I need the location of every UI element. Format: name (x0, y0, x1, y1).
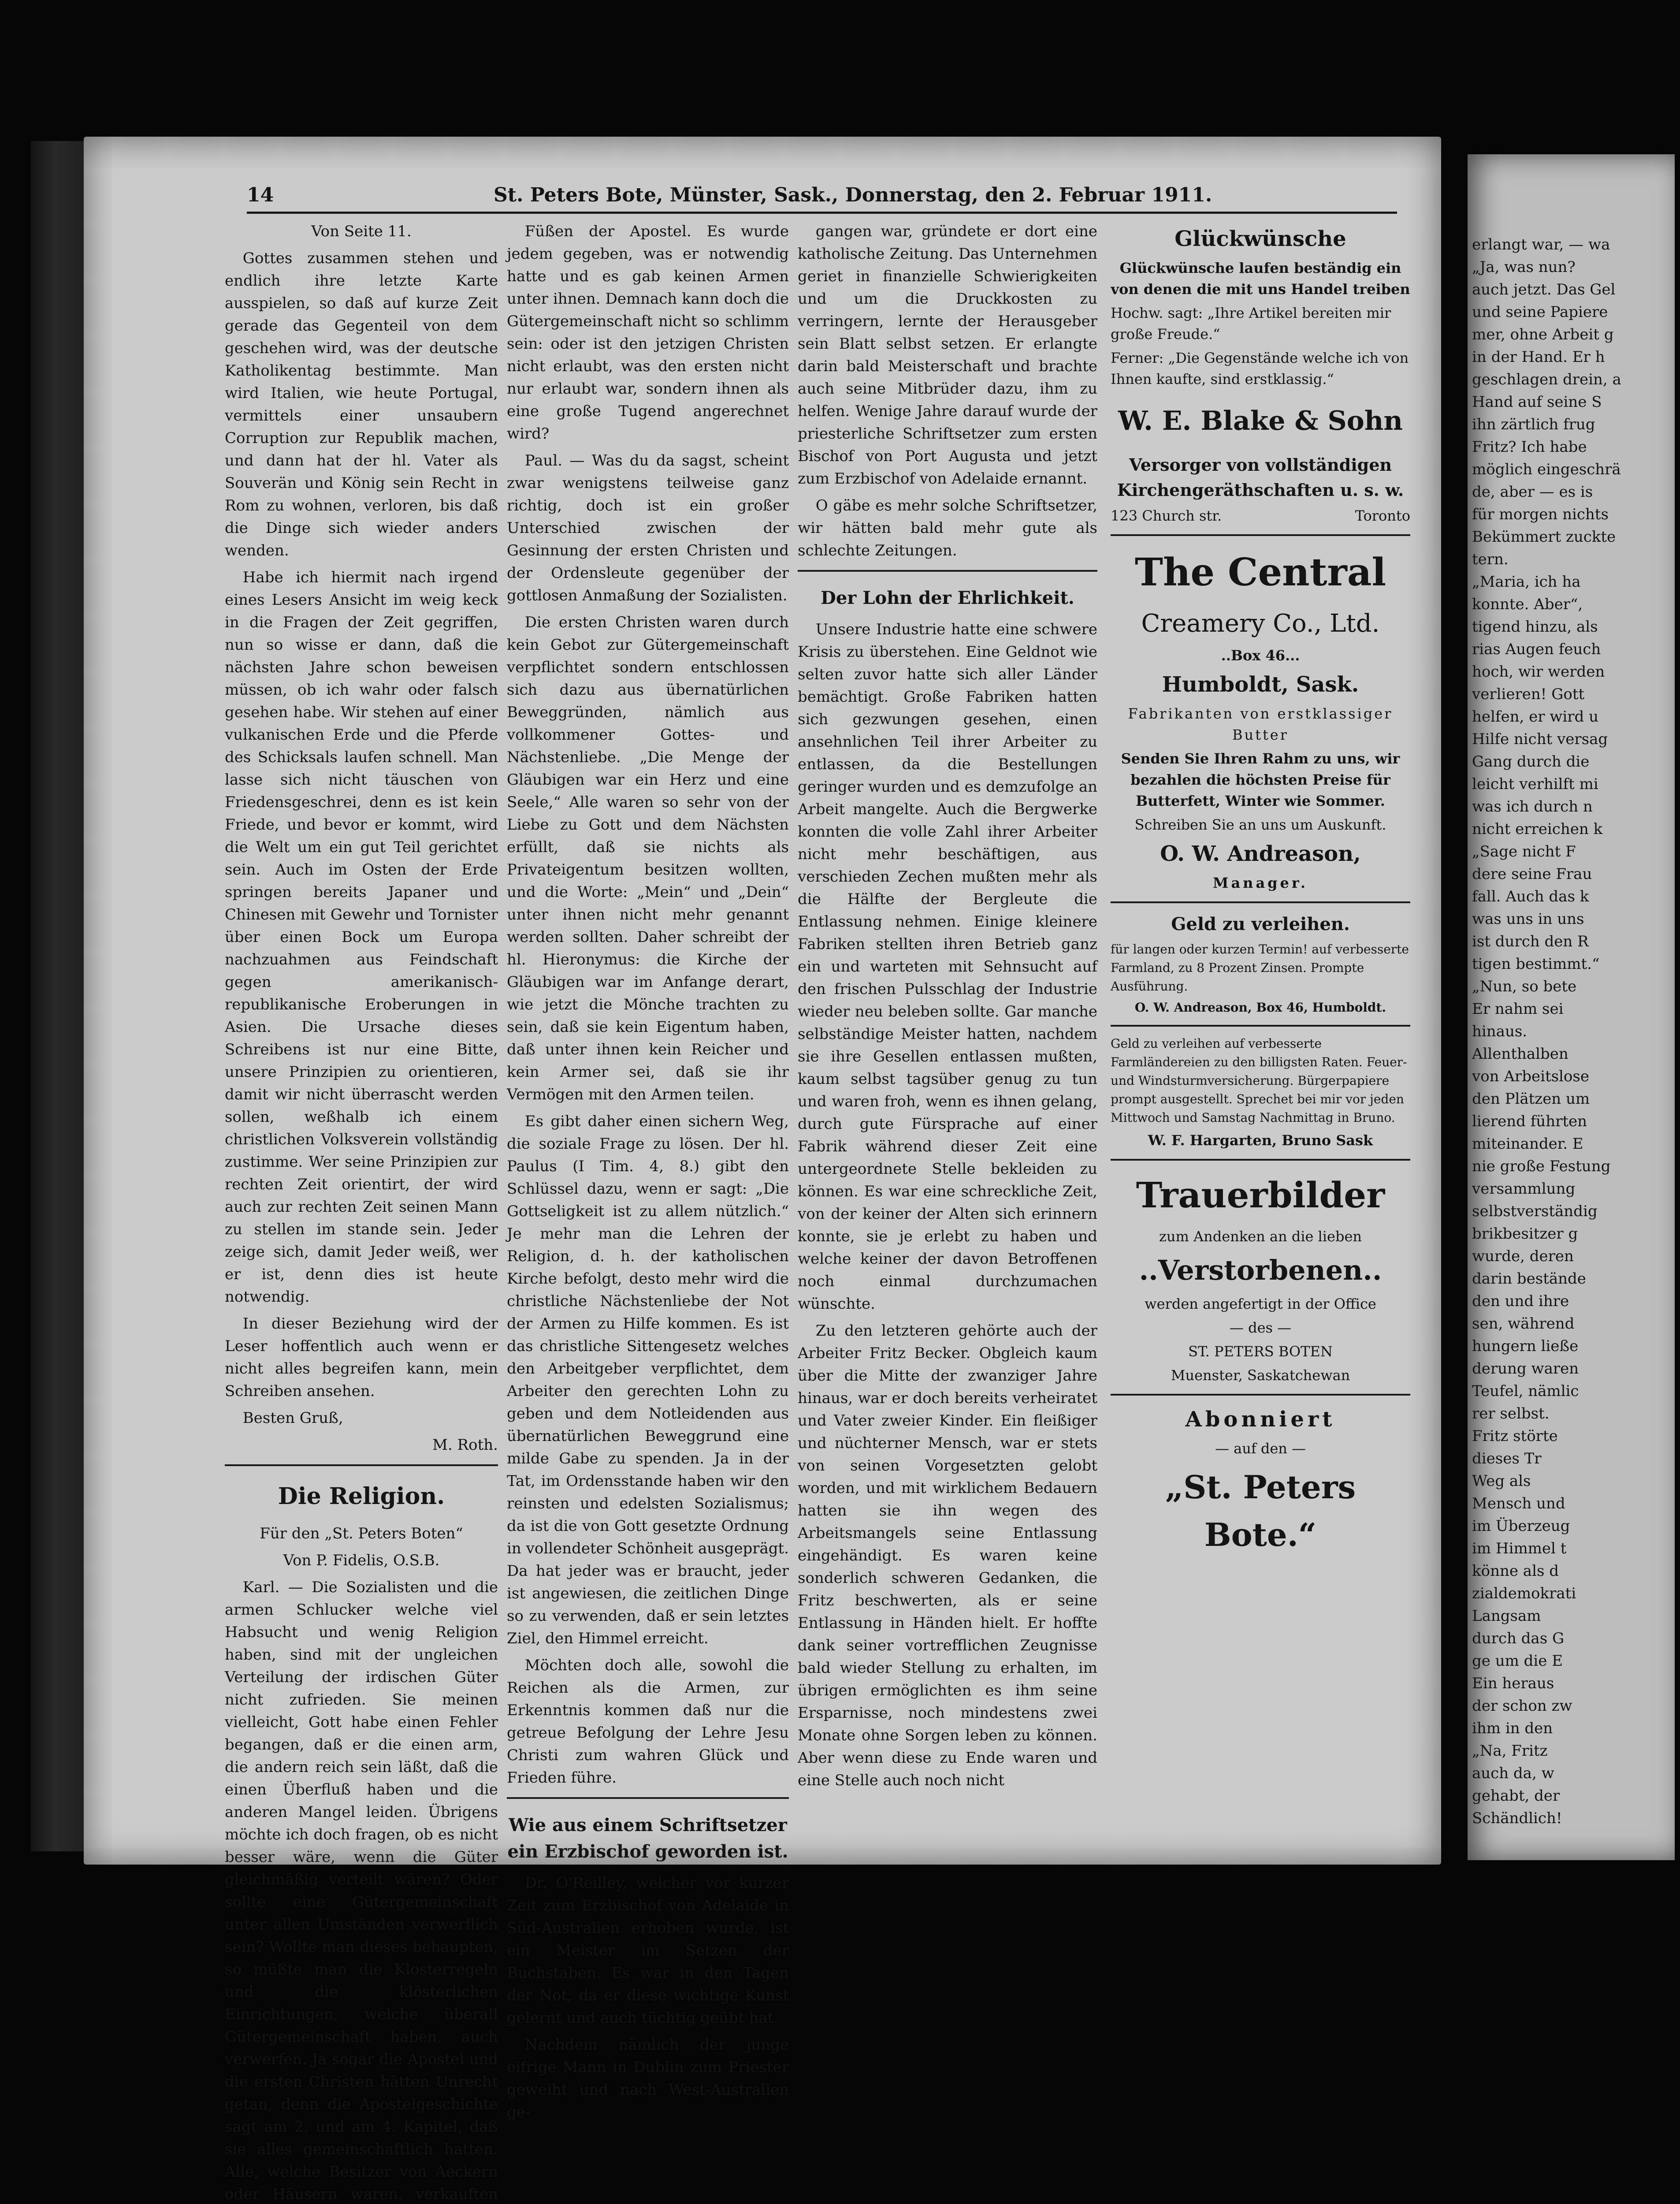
paragraph: In dieser Beziehung wird der Leser hoffentlich auch wenn er nicht alles begreifen kann, mein Schreiben ansehen. (225, 1315, 498, 1400)
ad-line: Muenster, Saskatchewan (1171, 1367, 1350, 1384)
facing-page-line: helfen, er wird u (1472, 708, 1598, 726)
ad-manager-role: Manager. (1213, 875, 1308, 891)
ads-column (1111, 220, 1410, 1563)
divider (1111, 534, 1410, 536)
divider (1111, 1394, 1410, 1396)
facing-page-line: rer selbst. (1472, 1405, 1550, 1422)
facing-page-line: konnte. Aber“, (1472, 596, 1583, 613)
facing-page-line: tern. (1472, 551, 1509, 568)
facing-page-line: rias Augen feuch (1472, 640, 1601, 658)
ad-address-row (1111, 505, 1410, 526)
facing-page-line: Langsam (1472, 1607, 1541, 1625)
article-title: Der Lohn der Ehrlichkeit. (821, 588, 1074, 608)
facing-page-line: sen, während (1472, 1315, 1575, 1333)
divider (798, 570, 1097, 572)
ad-title: Glückwünsche (1175, 227, 1346, 251)
facing-page-line: in der Hand. Er h (1472, 348, 1605, 366)
facing-page-line: Hand auf seine S (1472, 393, 1602, 411)
ad-city: Toronto (1355, 507, 1410, 524)
paragraph: Dr. O'Reilley, welcher vor kurzer Zeit zum Erzbischof von Adelaide in Süd-Australien erhoben wurde, ist ein Meister im Setzen der Buchstaben. Es war in den Tagen der Not, da er diese wichtige Kunst gelernt und auch tüchtig geübt hat. (507, 1874, 789, 2027)
facing-page-line: durch das G (1472, 1630, 1565, 1647)
ad-signature: O. W. Andreason, Box 46, Humboldt. (1134, 1000, 1386, 1015)
column-1 (225, 220, 498, 2204)
book-spine (31, 141, 93, 1851)
ad-line: — des — (1229, 1319, 1292, 1336)
facing-page-line: für morgen nichts (1472, 506, 1609, 523)
facing-page-line: geschlagen drein, a (1472, 371, 1621, 388)
paragraph: Gottes zusammen stehen und endlich ihre letzte Karte ausspielen, so daß auf kurze Zeit gerade das Gegenteil von dem geschehen wird, was der deutsche Katholikentag bestimmte. Man wird Italien, wie heute Portugal, vermittels einer unsaubern Corruption zur Republik machen, und dann hat der hl. Vater als Souverän und König sein Recht in Rom zu wohnen, verloren, bis daß die Dinge sich wieder anders wenden. (225, 249, 498, 559)
facing-page-line: darin bestände (1472, 1270, 1586, 1288)
facing-page-line: der schon zw (1472, 1697, 1572, 1715)
divider (507, 1797, 789, 1799)
paragraph: Es gibt daher einen sichern Weg, die soziale Frage zu lösen. Der hl. Paulus (I Tim. 4, 8.) gibt den Schlüssel dazu, wenn er sagt: „Die Gottseligkeit ist zu allem nützlich.“ Je mehr man die Lehren der Religion, d. h. der katholischen Kirche befolgt, desto mehr wird die christliche Nächstenliebe der Not der Armen zu Hilfe kommen. Es ist das christliche Sittengesetz welches den Arbeitgeber verpflichtet, dem Arbeiter den gerechten Lohn zu geben und dem Notleidenden aus übernatürlichen Beweggrund eine milde Gabe zu spenden. Ja in der Tat, im Ordensstande haben wir den reinsten und edelsten Sozialismus; da ist die von Gott gesetzte Ordnung in vollendeter Schönheit ausgeprägt. Da hat jeder was er braucht, jeder ist angewiesen, die zeitlichen Dinge so zu verwenden, daß er sein letztes Ziel, den Himmel erreicht. (507, 1113, 789, 1647)
facing-page-line: hinaus. (1472, 1023, 1528, 1040)
ad-company-name: The Central (1134, 550, 1386, 595)
facing-page-line: Bekümmert zuckte (1472, 528, 1616, 546)
facing-page-line: miteinander. E (1472, 1135, 1583, 1153)
facing-page-line: „Sage nicht F (1472, 843, 1576, 860)
facing-page-line: ist durch den R (1472, 933, 1589, 950)
ad-text: für langen oder kurzen Termin! auf verbesserte Farmland, zu 8 Prozent Zinsen. Prompte Ausführung. (1111, 942, 1409, 994)
facing-page-line: Gang durch die (1472, 753, 1590, 771)
facing-page-line: verlieren! Gott (1472, 685, 1585, 703)
facing-page-line: auch da, w (1472, 1765, 1554, 1782)
column-3 (798, 220, 1097, 1796)
ad-title: Geld zu verleihen. (1171, 914, 1350, 934)
paragraph: Möchten doch alle, sowohl die Reichen als die Armen, zur Erkenntnis kommen daß nur die getreue Befolgung der Lehre Jesu Christi zum wahren Glück und Frieden führe. (507, 1657, 789, 1787)
facing-page-line: hoch, wir werden (1472, 663, 1605, 681)
facing-page-line: nie große Festung (1472, 1158, 1611, 1175)
facing-page-line: was ich durch n (1472, 798, 1593, 815)
ad-line: zum Andenken an die lieben (1159, 1228, 1362, 1245)
paragraph: Karl. — Die Sozialisten und die armen Schlucker welche viel Habsucht und wenig Religion haben, sind mit der ungleichen Verteilung der irdischen Güter nicht zufrieden. Sie meinen vielleicht, Gott habe einen Fehler begangen, daß er die einen arm, die andern reich sein läßt, daß die einen Überfluß haben und die anderen Mangel leiden. Übrigens möchte ich doch fragen, ob es nicht besser wäre, wenn die Güter gleichmäßig verteilt wären? Oder sollte eine Gütergemeinschaft unter allen Umständen verwerflich sein? Wollte man dieses behaupten, so müßte man die Klosterregeln und die klösterlichen Einrichtungen, welche überall Gütergemeinschaft haben, auch verwerfen. Ja sogar die Apostel und die ersten Christen hätten Unrecht getan, denn die Apostelgeschichte sagt am 2. und am 4. Kapitel, daß sie alles gemeinschaftlich hatten. Alle, welche Besitzer von Aeckern oder Häusern waren, verkauften (225, 1579, 498, 2203)
ad-address: 123 Church str. (1111, 507, 1222, 524)
paragraph: Zu den letzteren gehörte auch der Arbeiter Fritz Becker. Obgleich kaum über die Mitte der zwanziger Jahre hinaus, war er doch bereits verheiratet und Vater zweier Kinder. Ein fleißiger und nüchterner Mensch, war er stets von seinen Vorgesetzten gelobt worden, und mit wirklichem Bedauern hatten sie ihn wegen des Arbeitsmangels seine Entlassung eingehändigt. Es waren keine sonderlich schweren Gedanken, die Fritz beschwerten, als er seine Entlassung in Händen hielt. Er hoffte dank seiner vortrefflichen Zeugnisse bald wieder Stellung zu erhalten, im übrigen ermöglichten es ihm seine Ersparnisse, noch mindestens zwei Monate ohne Sorgen leben zu können. Aber wenn diese zu Ende waren und eine Stelle auch noch nicht (798, 1322, 1097, 1789)
facing-page-line: den und ihre (1472, 1292, 1569, 1310)
facing-page-line: von Arbeitslose (1472, 1068, 1589, 1085)
ad-box: ..Box 46... (1221, 647, 1300, 664)
facing-page-line: was uns in uns (1472, 910, 1584, 928)
facing-page-line: hungern ließe (1472, 1337, 1579, 1355)
facing-page-line: „Nun, so bete (1472, 978, 1577, 995)
divider (1111, 1025, 1410, 1027)
page-number: 14 (247, 184, 274, 206)
facing-page-line: erlangt war, — wa (1472, 236, 1610, 253)
facing-page-line: im Himmel t (1472, 1540, 1567, 1557)
article-title: Die Religion. (278, 1483, 445, 1510)
ad-line: Schreiben Sie an uns um Auskunft. (1134, 816, 1386, 833)
facing-page-line: Schändlich! (1472, 1809, 1562, 1827)
ad-line: Fabrikanten von erstklassiger Butter (1128, 705, 1393, 743)
paragraph: Paul. — Was du da sagst, scheint zwar wenigstens teilweise ganz richtig, doch ist ein großer Unterschied zwischen der Gesinnung der ersten Christen und der Ordensleute gegenüber der gottlosen Anmaßung der Sozialisten. (507, 452, 789, 604)
facing-page-text (1472, 234, 1675, 1830)
facing-page-line: „Na, Fritz (1472, 1742, 1548, 1760)
header-rule (247, 212, 1397, 214)
facing-page-line: leicht verhilft mi (1472, 775, 1598, 793)
ad-line: Senden Sie Ihren Rahm zu uns, wir bezahlen die höchsten Preise für Butterfett, Winter wie Sommer. (1121, 750, 1400, 809)
ad-title: Trauerbilder (1136, 1174, 1385, 1216)
ad-quote: Ferner: „Die Gegenstände welche ich von Ihnen kaufte, sind erstklassig.“ (1111, 350, 1409, 387)
facing-page-line: Weg als (1472, 1472, 1531, 1490)
facing-page-line: Mensch und (1472, 1495, 1565, 1512)
facing-page-line: derung waren (1472, 1360, 1579, 1378)
paragraph: Nachdem nämlich der junge eifrige Mann in Dublin zum Priester geweiht und nach West-Australien ge- (507, 2036, 789, 2121)
ad-place: Humboldt, Sask. (1162, 672, 1359, 697)
facing-page-line: Teufel, nämlic (1472, 1382, 1579, 1400)
facing-page-line: „Maria, ich ha (1472, 573, 1581, 591)
signature: M. Roth. (432, 1436, 498, 1454)
running-head: St. Peters Bote, Münster, Sask., Donnerstag, den 2. Februar 1911. (494, 184, 1212, 206)
facing-page-line: dieses Tr (1472, 1450, 1542, 1467)
facing-page-line: tigend hinzu, als (1472, 618, 1598, 636)
continuation-note: Von Seite 11. (311, 223, 412, 240)
facing-page-line: gehabt, der (1472, 1787, 1560, 1805)
facing-page-line: fall. Auch das k (1472, 888, 1589, 905)
article-author: Von P. Fidelis, O.S.B. (283, 1552, 440, 1569)
paragraph: Füßen der Apostel. Es wurde jedem gegeben, was er notwendig hatte und es gab keinen Armen unter ihnen. Demnach kann doch die Gütergemeinschaft nicht so schlimm sein: oder ist den jetzigen Christen nicht erlaubt, was den ersten nicht nur erlaubt war, sondern ihnen als eine große Tugend angerechnet wird? (507, 223, 789, 443)
facing-page-line: Er nahm sei (1472, 1000, 1564, 1018)
facing-page-line: Fritz? Ich habe (1472, 438, 1587, 456)
facing-page-line: könne als d (1472, 1562, 1559, 1580)
ad-signature: W. F. Hargarten, Bruno Sask (1148, 1132, 1373, 1149)
divider (225, 1464, 498, 1466)
facing-page (1468, 154, 1675, 1860)
article-for: Für den „St. Peters Boten“ (260, 1525, 463, 1542)
facing-page-line: auch jetzt. Das Gel (1472, 281, 1616, 298)
facing-page-line: und seine Papiere (1472, 303, 1608, 321)
facing-page-line: versammlung (1472, 1180, 1576, 1198)
facing-page-line: nicht erreichen k (1472, 820, 1603, 838)
facing-page-line: brikbesitzer g (1472, 1225, 1578, 1243)
facing-page-line: Allenthalben (1472, 1045, 1568, 1063)
column-2 (507, 220, 789, 2128)
facing-page-line: dere seine Frau (1472, 865, 1592, 883)
facing-page-line: tigen bestimmt.“ (1472, 955, 1600, 973)
divider (1111, 901, 1410, 903)
divider (1111, 1159, 1410, 1161)
article-title: Wie aus einem Schriftsetzer ein Erzbischof geworden ist. (507, 1815, 788, 1862)
paragraph: Die ersten Christen waren durch kein Gebot zur Gütergemeinschaft verpflichtet sondern entschlossen sich dazu aus übernatürlichen Beweggründen, nämlich aus vollkommener Gottes- und Nächstenliebe. „Die Menge der Gläubigen war ein Herz und eine Seele,“ Alle waren so sehr von der Liebe zu Gott und dem Nächsten erfüllt, daß sie nichts als Privateigentum besitzen wollten, und die Worte: „Mein“ und „Dein“ unter ihnen nicht mehr genannt werden sollten. Daher schreibt der hl. Hieronymus: die Kirche der Gläubigen war im Anfange derart, wie jetzt die Mönche trachten zu sein, daß sie kein Eigentum haben, daß unter ihnen kein Reicher und kein Armer sei, daß sie ihr Vermögen mit den Armen teilen. (507, 614, 789, 1103)
ad-manager-name: O. W. Andreason, (1160, 841, 1361, 866)
facing-page-line: selbstverständig (1472, 1203, 1598, 1220)
paragraph: gangen war, gründete er dort eine katholische Zeitung. Das Unternehmen geriet in finanzielle Schwierigkeiten und um die Druckkosten zu verringern, lernte der Herausgeber sein Blatt selbst setzen. Er erlangte darin bald Meisterschaft und brachte auch seine Mitbrüder dazu, ihm zu helfen. Wenige Jahre darauf wurde der priesterliche Schriftsetzer zum ersten Bischof von Port Augusta und jetzt zum Erzbischof von Adelaide ernannt. (798, 223, 1097, 488)
facing-page-line: ge um die E (1472, 1652, 1563, 1670)
facing-page-line: de, aber — es is (1472, 483, 1593, 501)
ad-line: werden angefertigt in der Office (1145, 1296, 1376, 1312)
facing-page-line: wurde, deren (1472, 1247, 1574, 1265)
ad-quote: Hochw. sagt: „Ihre Artikel bereiten mir große Freude.“ (1111, 305, 1391, 343)
page-header (247, 181, 1393, 207)
paragraph: Habe ich hiermit nach irgend eines Lesers Ansicht im weig keck in die Fragen der Zeit gegriffen, nun so wisse er dann, daß die nächsten Jahre schon beweisen müssen, ob ich wahr oder falsch gesehen habe. Wir stehen auf einer vulkanischen Erde und die Pferde des Schicksals laufen schnell. Man lasse sich nicht täuschen von Friedensgeschrei, denn es ist kein Friede, und bevor er kommt, wird die Welt um ein gut Teil gerichtet sein. Auch im Osten der Erde springen bereits Japaner und Chinesen mit Gewehr und Tornister über einen Bock um Europa nachzuahmen aus Feindschaft gegen amerikanisch-republikanische Eroberungen in Asien. Die Ursache dieses Schreibens ist nur eine Bitte, unsere Prinzipien zu orientieren, damit wir nicht überrascht werden sollen, weßhalb ich einem christlichen Volksverein vollständig zustimme. Wer seine Prinzipien zur rechten Zeit orientirt, der wird auch zur rechten Zeit seinen Mann zu stellen im stande sein. Jeder zeige sich, damit Jeder weiß, wer er ist, denn dies ist heute notwendig. (225, 569, 498, 1306)
facing-page-line: im Überzeug (1472, 1517, 1570, 1535)
facing-page-line: mer, ohne Arbeit g (1472, 326, 1614, 343)
facing-page-line: Ein heraus (1472, 1675, 1554, 1692)
facing-page-line: Hilfe nicht versag (1472, 730, 1608, 748)
facing-page-line: ihm in den (1472, 1720, 1553, 1737)
ad-subtitle: Glückwünsche laufen beständig ein von denen die mit uns Handel treiben (1111, 260, 1410, 298)
paragraph: O gäbe es mehr solche Schriftsetzer, wir hätten bald mehr gute als schlechte Zeitungen. (798, 497, 1097, 559)
ad-company-name-2: Creamery Co., Ltd. (1141, 609, 1380, 638)
facing-page-line: Fritz störte (1472, 1427, 1558, 1445)
paragraph: Unsere Industrie hatte eine schwere Krisis zu überstehen. Eine Geldnot wie selten zuvor hatte sich aller Länder bemächtigt. Große Fabriken hatten sich gezwungen gesehen, einen ansehnlichen Teil ihrer Arbeiter zu entlassen, da die Bestellungen geringer wurden und es demzufolge an Arbeit mangelte. Auch die Bergwerke konnten die volle Zahl ihrer Arbeiter nicht mehr beschäftigen, aus verschieden Zechen mußten mehr als die Hälfte der Bergleute die Entlassung nehmen. Einige kleinere Fabriken stellten ihren Betrieb ganz ein und warteten mit Sehnsucht auf den frischen Pulsschlag der Industrie wieder neu beleben sollte. Gar manche selbständige Meister hatten, nachdem sie ihre Gesellen entlassen mußten, kaum selbst tagsüber genug zu tun und waren froh, wenn es ihnen gelang, durch gute Fürsprache auf einer Fabrik während dieser Zeit eine untergeordnete Stelle bekleiden zu können. Es war eine schreckliche Zeit, von der keiner der Alten sich erinnern konnte, sie je erlebt zu haben und welche keiner der davon Betroffenen noch einmal durchzumachen wünschte. (798, 621, 1097, 1313)
ad-line: ST. PETERS BOTEN (1188, 1343, 1333, 1360)
ad-line: ..Verstorbenen.. (1139, 1254, 1382, 1286)
ad-firm: W. E. Blake & Sohn (1118, 406, 1403, 436)
facing-page-line: lierend führten (1472, 1113, 1587, 1130)
ad-text: Geld zu verleihen auf verbesserte Farmländereien zu den billigsten Raten. Feuer- und Windsturmversicherung. Bürgerpapiere prompt ausgestellt. Sprechet bei mir vor jeden Mittwoch und Samstag Nachmittag in Bruno. (1111, 1036, 1407, 1125)
facing-page-line: möglich eingeschrä (1472, 461, 1621, 478)
ad-line: „St. Peters Bote.“ (1165, 1468, 1356, 1553)
facing-page-line: ihn zärtlich frug (1472, 416, 1595, 433)
ad-description: Versorger von vollständigen Kirchengeräthschaften u. s. w. (1117, 455, 1404, 500)
greeting: Besten Gruß, (242, 1409, 343, 1427)
facing-page-line: „Ja, was nun? (1472, 258, 1576, 276)
ad-line: — auf den — (1215, 1440, 1306, 1457)
facing-page-line: den Plätzen um (1472, 1090, 1590, 1108)
facing-page-line: zialdemokrati (1472, 1585, 1576, 1602)
ad-line: Abonniert (1185, 1407, 1336, 1432)
